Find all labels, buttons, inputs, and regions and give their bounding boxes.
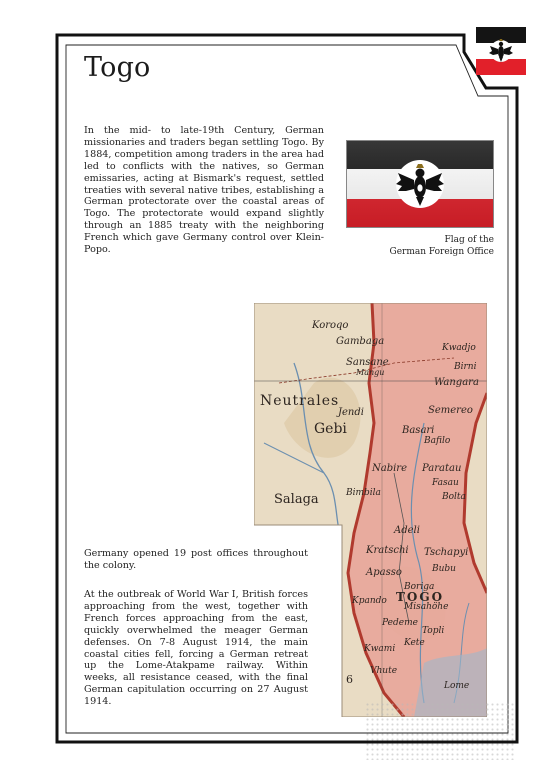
foreign-office-flag [346,140,494,232]
map-label: Basari [402,425,435,436]
flag-caption-line1: Flag of the [444,235,494,245]
flag-caption-line2: German Foreign Office [389,247,494,257]
map-label: Koroqo [312,320,349,331]
map-label: Bolta [442,492,466,502]
map-label: Bubu [432,564,456,574]
map-label: Vhute [370,666,398,676]
map-label: Apasso [366,567,402,578]
map-label: Birni [454,362,477,372]
map-label: Kwadjo [442,343,476,353]
map-label: Lome [444,681,470,691]
map-label: Neutrales [260,393,340,409]
map-label: Nabire [372,463,408,474]
map-label: Boriga [404,582,435,592]
map-label: Kpando [352,596,387,606]
map-label: Kwami [364,644,396,654]
map-label: Bimbila [346,488,381,498]
post-offices-paragraph: Germany opened 19 post offices throughout the colony. [84,548,308,571]
map-label: Gebi [314,421,347,437]
watermark-pattern [365,702,515,760]
map-label: 6 [346,673,353,686]
map-label: Topli [422,626,445,636]
map-label: Salaga [274,492,319,507]
map-label: Wangara [434,377,479,388]
map-label: Bafilo [424,436,451,446]
map-label: Fasau [432,478,459,488]
map-label: Kete [404,638,425,648]
map-label: Mangu [356,368,385,377]
map-label: Adeli [394,525,420,536]
map-label: TOGO [396,590,445,604]
map-label: Sansane [346,357,389,368]
map-label: Semereo [428,405,473,416]
map-label: Tschapyi [424,547,469,558]
map-label: Pedeme [382,618,418,628]
map-label: Misahöhe [404,602,449,612]
map-label: Paratau [422,463,462,474]
intro-paragraph: In the mid- to late-19th Century, German missionaries and traders began settling Togo. By 1884, competition among traders in the area had led to conflicts with the natives, so German emissaries, acting at Bismark's request, settled treaties with several native tribes, establishing a German protectorate over the coastal areas of Togo. The protectorate would expand slightly through an 1885 treaty with the neighboring French which gave Germany control over Klein-Popo. [84,125,324,256]
page-title: Togo [84,52,151,83]
ww1-paragraph: At the outbreak of World War I, British forces approaching from the west, together with French forces approaching from the east, quickly overwhelmed the meager German defenses. On 7-8 August 1914, the main coastal cities fell, forcing a German retreat up the Lome-Atakpame railway. Within weeks, all resistance ceased, with the final German capitulation occurring on 27 August 1914. [84,589,308,708]
map-label: Jendi [338,407,364,418]
corner-flag [476,27,526,79]
map-label: Kratschi [366,545,409,556]
map-label: Gambaga [336,336,385,347]
